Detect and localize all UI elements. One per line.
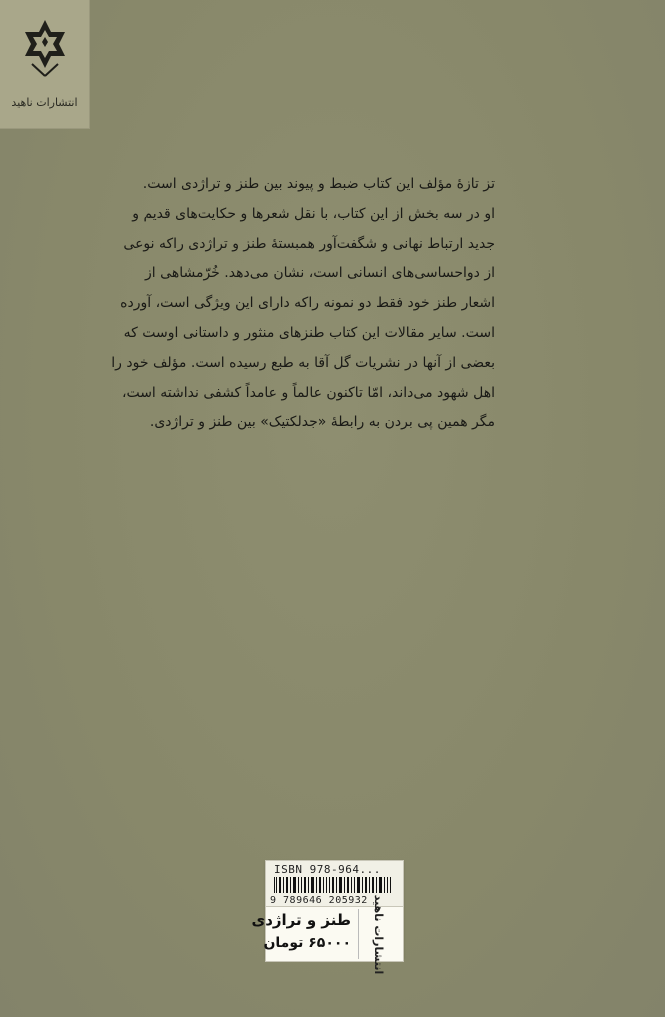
- blurb-line: جدید ارتباط نهانی و شگفت‌آور همبستهٔ طنز و تراژدی راکه نوعی: [123, 235, 495, 252]
- blurb-line: او در سه بخش از این کتاب، با نقل شعرها و حکایت‌های قدیم و: [132, 205, 495, 222]
- blurb-line: تز تازهٔ مؤلف این کتاب ضبط و پیوند بین طنز و تراژدی است.: [142, 176, 495, 192]
- blurb-line: اهل شهود می‌داند، امّا تاکنون عالماً و عامداً کشفی نداشته است،: [121, 384, 495, 401]
- ean-digits: 9 789646 205932: [270, 895, 368, 906]
- blurb-line: از دواحساسی‌های انسانی است، نشان می‌دهد. خُرّمشاهی از: [145, 265, 495, 282]
- blurb-line: است. سایر مقالات این کتاب طنزهای منثور و داستانی اوست که: [123, 324, 495, 341]
- sticker-book-title: طنز و تراژدی: [251, 911, 351, 929]
- publisher-logo-box: [0, 0, 90, 129]
- blurb-line: بعضی از آنها در نشریات گل آقا به طبع رسیده است. مؤلف خود را: [111, 354, 495, 371]
- blurb-line: اشعار طنز خود فقط دو نمونه راکه دارای این ویژگی است، آورده: [120, 295, 495, 312]
- blurb-line: مگر همین پی بردن به رابطهٔ «جدلکتیک» بین طنز و تراژدی.: [149, 414, 495, 431]
- back-cover-blurb: [111, 170, 495, 438]
- barcode-icon: [274, 877, 392, 893]
- publisher-name: انتشارات ناهید: [11, 96, 78, 109]
- isbn-text: ISBN 978-964...: [274, 863, 381, 876]
- sticker-price: ۶۵۰۰۰ تومان: [263, 935, 351, 951]
- eight-point-star-icon: [20, 18, 70, 82]
- sticker-publisher-vertical: [358, 894, 399, 974]
- sticker-publisher-text: انتشارات ناهید: [372, 894, 386, 974]
